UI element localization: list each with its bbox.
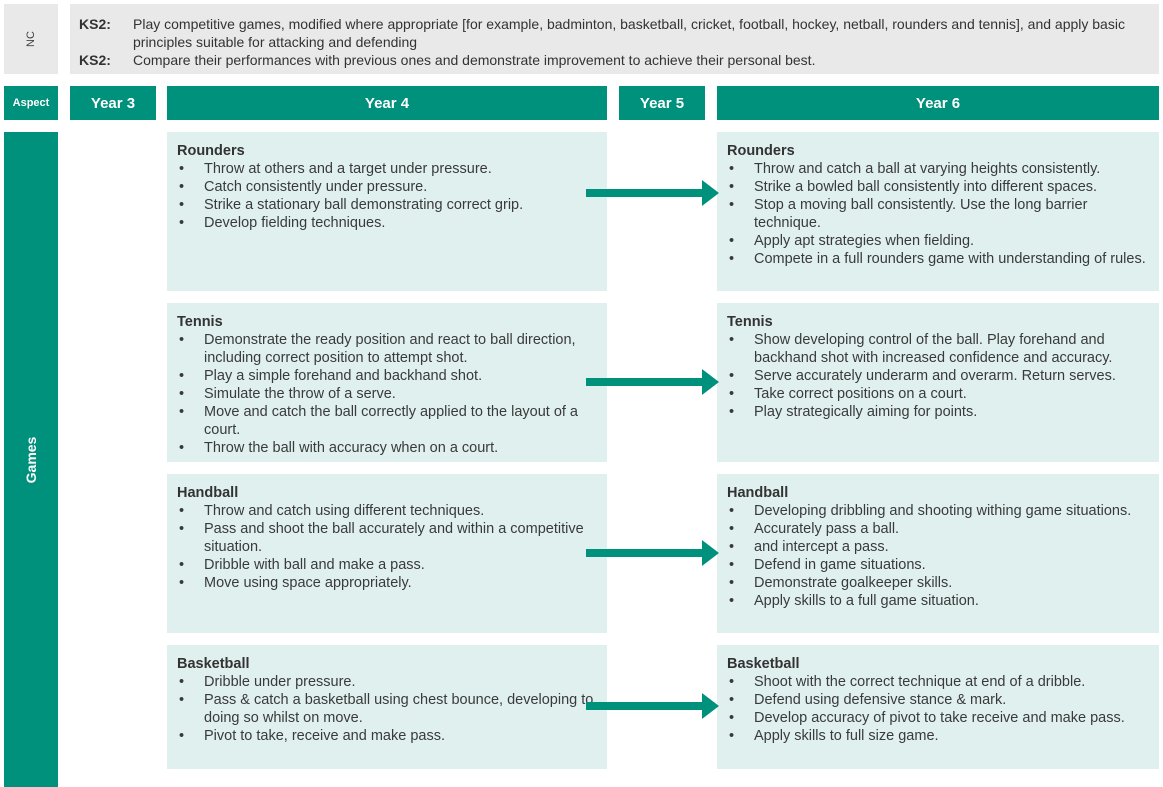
skills-list xyxy=(177,673,597,745)
list-item: • Compete in a full rounders game with understanding of rules. xyxy=(727,250,1149,268)
nc-key: KS2: xyxy=(79,52,111,68)
nc-text: Compare their performances with previous ones and demonstrate improvement to achieve their personal best. xyxy=(133,52,816,68)
list-item: • Simulate the throw of a serve. xyxy=(177,385,597,403)
skills-list xyxy=(727,673,1149,745)
list-item: • Developing dribbling and shooting withing game situations. xyxy=(727,502,1149,520)
skills-list xyxy=(727,502,1149,610)
list-item: • Play a simple forehand and backhand shot. xyxy=(177,367,597,385)
list-item: • Play strategically aiming for points. xyxy=(727,403,1149,421)
nc-text: Play competitive games, modified where appropriate [for example, badminton, basketball, cricket, football, hockey, netball, rounders and tennis], and apply basic principles suitable for attacking and defending xyxy=(133,16,1125,50)
skills-list xyxy=(727,160,1149,268)
nc-side-label xyxy=(4,4,58,74)
cell-title: Handball xyxy=(727,485,789,501)
header-year5: Year 5 xyxy=(619,86,705,120)
aspect-games-label: Games xyxy=(23,436,39,483)
list-item: • and intercept a pass. xyxy=(727,538,1149,556)
year4-basketball-cell xyxy=(167,645,607,769)
list-item: • Serve accurately underarm and overarm. Return serves. xyxy=(727,367,1149,385)
progression-arrow-icon xyxy=(586,367,720,397)
list-item: • Strike a stationary ball demonstrating correct grip. xyxy=(177,196,597,214)
list-item: • Take correct positions on a court. xyxy=(727,385,1149,403)
list-item: • Throw the ball with accuracy when on a court. xyxy=(177,439,597,457)
nc-line xyxy=(79,51,1149,69)
list-item: • Stop a moving ball consistently. Use the long barrier technique. xyxy=(727,196,1149,232)
progression-arrow-icon xyxy=(586,538,720,568)
skills-list xyxy=(177,502,597,592)
header-year4: Year 4 xyxy=(167,86,607,120)
year4-handball-cell xyxy=(167,474,607,633)
nc-statement-box xyxy=(70,4,1159,74)
cell-title: Tennis xyxy=(727,314,773,330)
list-item: • Catch consistently under pressure. xyxy=(177,178,597,196)
list-item: • Defend in game situations. xyxy=(727,556,1149,574)
cell-title: Basketball xyxy=(177,656,250,672)
list-item: • Dribble with ball and make a pass. xyxy=(177,556,597,574)
list-item: • Throw and catch a ball at varying heights consistently. xyxy=(727,160,1149,178)
list-item: • Demonstrate goalkeeper skills. xyxy=(727,574,1149,592)
list-item: • Dribble under pressure. xyxy=(177,673,597,691)
list-item: • Pass & catch a basketball using chest bounce, developing to doing so whilst on move. xyxy=(177,691,597,727)
year6-handball-cell xyxy=(717,474,1159,633)
list-item: • Develop accuracy of pivot to take receive and make pass. xyxy=(727,709,1149,727)
year6-rounders-cell xyxy=(717,132,1159,291)
list-item: • Move and catch the ball correctly applied to the layout of a court. xyxy=(177,403,597,439)
list-item: • Shoot with the correct technique at end of a dribble. xyxy=(727,673,1149,691)
list-item: • Pass and shoot the ball accurately and within a competitive situation. xyxy=(177,520,597,556)
list-item: • Show developing control of the ball. Play forehand and backhand shot with increased confidence and accuracy. xyxy=(727,331,1149,367)
header-year6: Year 6 xyxy=(717,86,1159,120)
list-item: • Accurately pass a ball. xyxy=(727,520,1149,538)
skills-list xyxy=(177,160,597,232)
list-item: • Pivot to take, receive and make pass. xyxy=(177,727,597,745)
progression-arrow-icon xyxy=(586,691,720,721)
year4-tennis-cell xyxy=(167,303,607,462)
cell-title: Rounders xyxy=(177,143,245,159)
nc-key: KS2: xyxy=(79,16,111,32)
cell-title: Handball xyxy=(177,485,239,501)
list-item: • Defend using defensive stance & mark. xyxy=(727,691,1149,709)
cell-title: Tennis xyxy=(177,314,223,330)
cell-title: Rounders xyxy=(727,143,795,159)
list-item: • Strike a bowled ball consistently into different spaces. xyxy=(727,178,1149,196)
list-item: • Develop fielding techniques. xyxy=(177,214,597,232)
list-item: • Apply skills to a full game situation. xyxy=(727,592,1149,610)
skills-list xyxy=(727,331,1149,421)
list-item: • Throw and catch using different techniques. xyxy=(177,502,597,520)
header-aspect: Aspect xyxy=(4,86,58,120)
list-item: • Demonstrate the ready position and react to ball direction, including correct position to attempt shot. xyxy=(177,331,597,367)
cell-title: Basketball xyxy=(727,656,800,672)
skills-list xyxy=(177,331,597,457)
header-year3: Year 3 xyxy=(70,86,156,120)
list-item: • Apply skills to full size game. xyxy=(727,727,1149,745)
year6-tennis-cell xyxy=(717,303,1159,462)
year6-basketball-cell xyxy=(717,645,1159,769)
progression-arrow-icon xyxy=(586,178,720,208)
nc-line xyxy=(79,15,1149,51)
list-item: • Apply apt strategies when fielding. xyxy=(727,232,1149,250)
list-item: • Move using space appropriately. xyxy=(177,574,597,592)
list-item: • Throw at others and a target under pressure. xyxy=(177,160,597,178)
aspect-games-bar xyxy=(4,132,58,787)
year4-rounders-cell xyxy=(167,132,607,291)
nc-label: NC xyxy=(25,31,37,47)
